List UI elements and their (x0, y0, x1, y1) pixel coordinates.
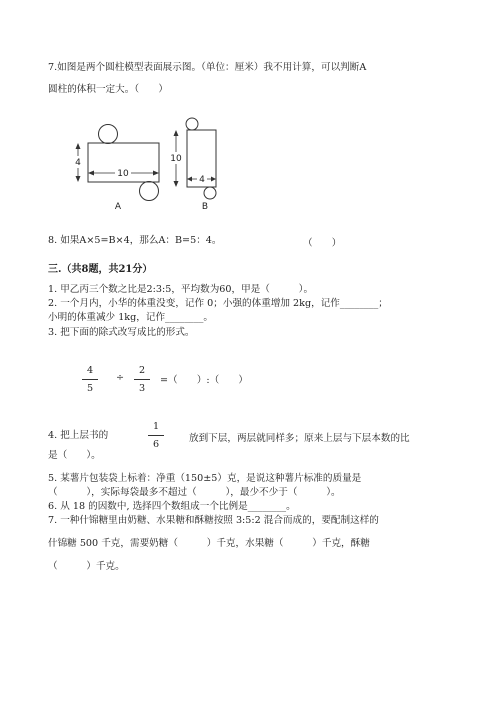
p3-frac2-num: 2 (138, 365, 146, 376)
p4-fraction (148, 421, 164, 450)
figure-b-height-label: 10 (170, 154, 182, 164)
p4-line2: 是（ ）。 (48, 450, 101, 461)
p4-before: 4. 把上层书的 (48, 430, 109, 441)
p2-line2: 小明的体重减少 1kg，记作________。 (48, 312, 214, 323)
figure-a-label: A (114, 202, 122, 212)
figure-a-height-label: 4 (75, 158, 81, 168)
p4-frac-num: 1 (152, 421, 160, 432)
p3-divide-sign: ÷ (116, 372, 125, 383)
q7-line1: 7.如图是两个圆柱模型表面展示图。（单位：厘米）我不用计算，可以判断A (48, 62, 367, 73)
p5-line2: （ ），实际每袋最多不超过（ ），最少不少于（ ）。 (48, 487, 341, 498)
p4-frac-den: 6 (152, 439, 160, 450)
q8-paren: （ ） (303, 238, 342, 249)
p3-fraction-1 (82, 365, 98, 394)
p7-line3: （ ）千克。 (48, 561, 125, 572)
p2-line1: 2. 一个月内，小华的体重没变，记作 0；小强的体重增加 2kg，记作________； (48, 298, 388, 309)
p7-line2: 什锦糖 500 千克，需要奶糖（ ）千克，水果糖（ ）千克，酥糖 (48, 538, 370, 549)
p3-frac2-den: 3 (138, 383, 146, 394)
figure-a-top-circle (99, 125, 118, 144)
figure-b-bottom-circle (204, 187, 216, 199)
figure-a-width-label: 10 (117, 169, 129, 179)
figure-b-width-label: 4 (199, 175, 205, 185)
figure-b-label: B (201, 202, 209, 212)
p3-frac1-num: 4 (86, 365, 94, 376)
figure-a-bottom-circle (140, 182, 159, 201)
p3-frac1-den: 5 (86, 383, 94, 394)
p3-fraction-2 (134, 365, 150, 394)
p4-after: 放到下层，两层就同样多；原来上层与下层本数的比 (189, 433, 410, 444)
p3-equals-ratio: =（ ）:（ ） (160, 375, 249, 386)
p1-text: 1. 甲乙丙三个数之比是2:3:5，平均数为60，甲是（ ）。 (48, 284, 314, 295)
q8-text: 8. 如果A×5=B×4，那么A：B=5：4。 (48, 235, 222, 246)
p6-text: 6. 从 18 的因数中, 选择四个数组成一个比例是________。 (48, 501, 296, 512)
p7-line1: 7. 一种什锦糖里由奶糖、水果糖和酥糖按照 3:5:2 混合而成的，要配制这样的 (48, 515, 379, 526)
figure-b-top-circle (186, 118, 198, 130)
p3-text: 3. 把下面的除式改写成比的形式。 (48, 327, 195, 338)
q7-line2: 圆柱的体积一定大。（ ） (48, 84, 168, 95)
p5-line1: 5. 某薯片包装袋上标着：净重（150±5）克，是说这种薯片标准的质量是 (48, 473, 362, 484)
section3-title: 三.（共8题，共21分） (48, 264, 153, 275)
